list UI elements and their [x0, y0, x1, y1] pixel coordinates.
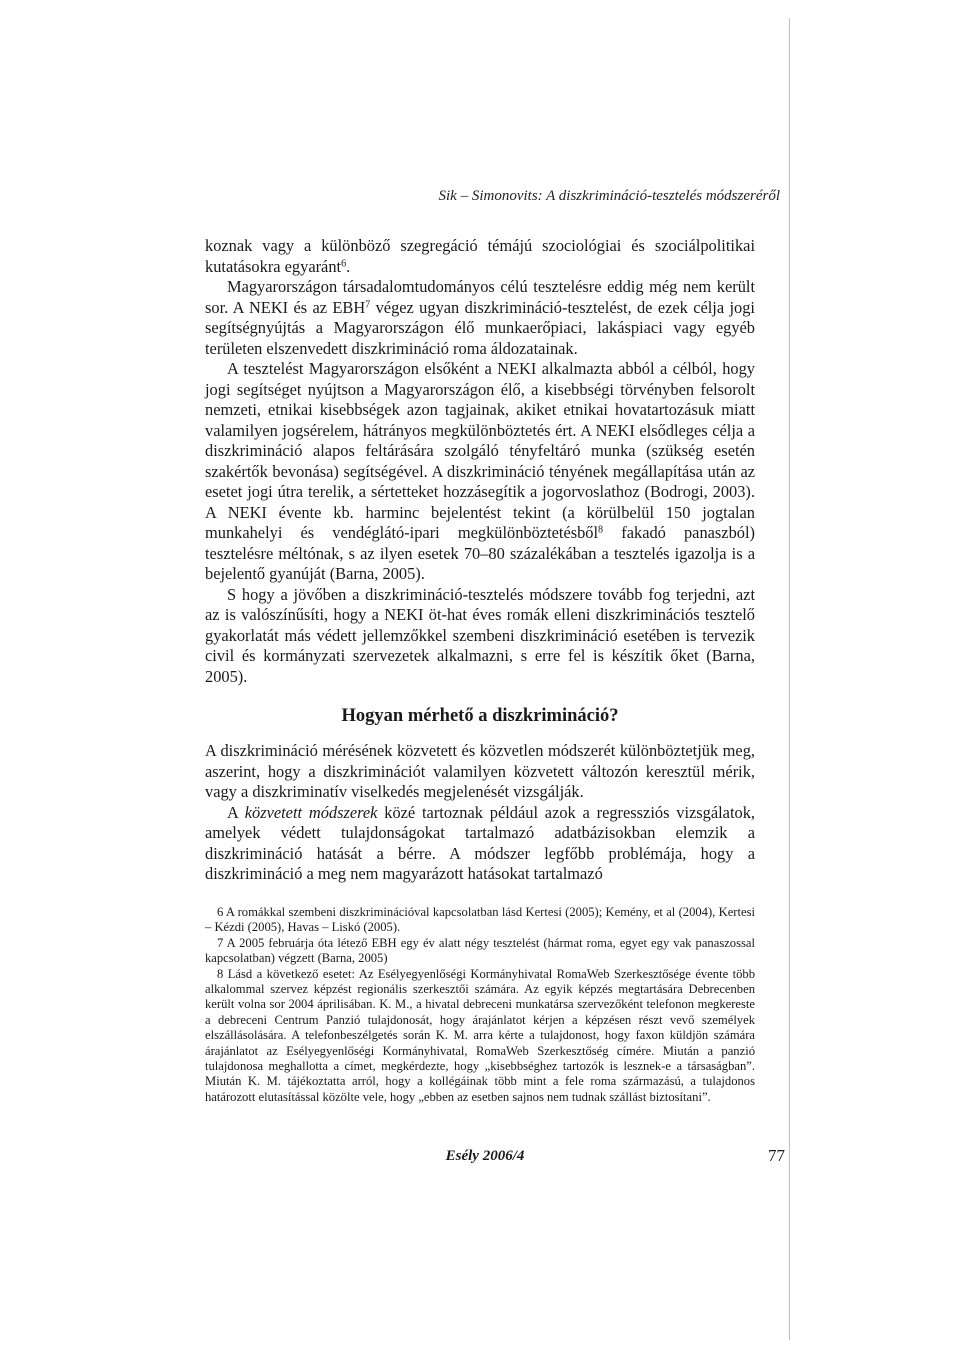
footnote: 7 A 2005 februárja óta létező EBH egy év alatt négy tesztelést (hármat roma, egyet egy vak panaszossal kapcsolatban) végzett (Barna, 2005): [205, 935, 755, 966]
body-text: [205, 236, 755, 687]
paragraph: Magyarországon társadalomtudományos célú tesztelésre eddig még nem került sor. A NEKI és az EBH$^7$ végez ugyan diszkrimináció-tesztelést, de ezek célja jogi segítségnyújtás a Magyarországon élő munkaerőpiaci, lakáspiaci vagy egyéb területen elszenvedett diszkrimináció roma áldozatainak.: [205, 277, 755, 358]
footnote-ref: 8: [598, 524, 604, 536]
journal-name: Esély 2006/4: [445, 1148, 525, 1164]
paragraph: A tesztelést Magyarországon elsőként a NEKI alkalmazta abból a célból, hogy jogi segítséget nyújtson a Magyarországon élő, a kisebbségi törvényben felsorolt nemzeti, etnikai kisebbségek azon tagjainak, akiket etnikai hovatartozásuk miatt valamilyen jogsérelem, hátrányos megkülönböztetés ért. A NEKI elsődleges célja a diszkrimináció alapos feltárására szolgáló tényfeltáró munka (szükség esetén szakértők bevonása) segítségével. A diszkrimináció tényének megállapítása után az esetet jogi útra terelik, a sértetteket hozzásegítik a jogorvoslathoz (Bodrogi, 2003). A NEKI évente kb. harminc bejelentést tekint (a körülbelül 150 jogtalan munkahelyi és vendéglátó-ipari megkülönböztetésből$^8$ fakadó panaszból) tesztelésre méltónak, s az ilyen esetek 70–80 százalékában a tesztelés igazolja is a bejelentő gyanúját (Barna, 2005).: [205, 359, 755, 583]
paragraph: A közvetett módszerek közé tartoznak például azok a regressziós vizsgálatok, amelyek védett tulajdonságokat tartalmazó adatbázisokban elemzik a diszkrimináció hatását a bérre. A módszer legfőbb problémája, hogy a diszkrimináció a meg nem magyarázott hatásokat tartalmazó: [205, 802, 755, 883]
footnotes: [205, 905, 755, 1105]
margin-rule: [789, 18, 790, 1340]
paragraph: S hogy a jövőben a diszkrimináció-tesztelés módszere tovább fog terjedni, azt az is valószínűsíti, hogy a NEKI öt-hat éves romák elleni diszkriminációs tesztelő gyakorlatát más védett jellemzőkkel szembeni diszkrimináció esetében is tervezik civil és kormányzati szervezetek alkalmazni, s erre fel is készítik őket (Barna, 2005).: [205, 584, 755, 686]
paragraph: A diszkrimináció mérésének közvetett és közvetlen módszerét különböztetjük meg, aszerint, hogy a diszkriminációt valamilyen közvetett változón keresztül mérik, vagy a diszkriminatív viselkedés megjelenését vizsgálják.: [205, 741, 755, 801]
section-title: Hogyan mérhető a diszkrimináció?: [341, 706, 619, 726]
footnote: 6 A romákkal szembeni diszkriminációval kapcsolatban lásd Kertesi (2005); Kemény, et al (2004), Kertesi – Kézdi (2005), Havas – Liskó (2005).: [205, 905, 755, 935]
section-text: [205, 741, 755, 885]
paragraph: koznak vagy a különböző szegregáció témájú szociológiai és szociálpolitikai kutatásokra egyaránt$^6$.: [205, 236, 755, 276]
running-head: Sik – Simonovits: A diszkrimináció-tesztelés módszeréről: [438, 188, 780, 204]
page-number: 77: [768, 1146, 785, 1165]
footnote-ref: 6: [341, 257, 347, 269]
footnote-ref: 7: [365, 298, 371, 310]
emphasis: közvetett módszerek: [244, 802, 378, 822]
footnote: 8 Lásd a következő esetet: Az Esélyegyenlőségi Kormányhivatal RomaWeb Szerkesztősége évente több alkalommal szervez képzést regionális szerkesztői számára. Az egyik képzés megtartására Debrecenben került volna sor 2004 áprilisában. K. M., a hivatal debreceni munkatársa szervezőként telefonon megkereste a debreceni Centrum Panzió tulajdonosát, hogy árajánlatot kérjen a képzésen részt vevő személyek elszállásolására. A telefonbeszélgetés során K. M. arra kérte a tulajdonost, hogy faxon küldjön számára árajánlatot az Esélyegyenlőségi Kormányhivatal, RomaWeb Szerkesztőség címére. Miután a panzió tulajdonosa meghallotta a címet, megkérdezte, hogy „kisebbséghez tartozók is lesznek-e a társaságban”. Miután K. M. tájékoztatta arról, hogy a kollégáinak több mint a fele roma származású, a tulajdonos határozott elutasítással közölte vele, hogy „ebben az esetben sajnos nem tudnak szállást biztosítani”.: [205, 966, 755, 1104]
